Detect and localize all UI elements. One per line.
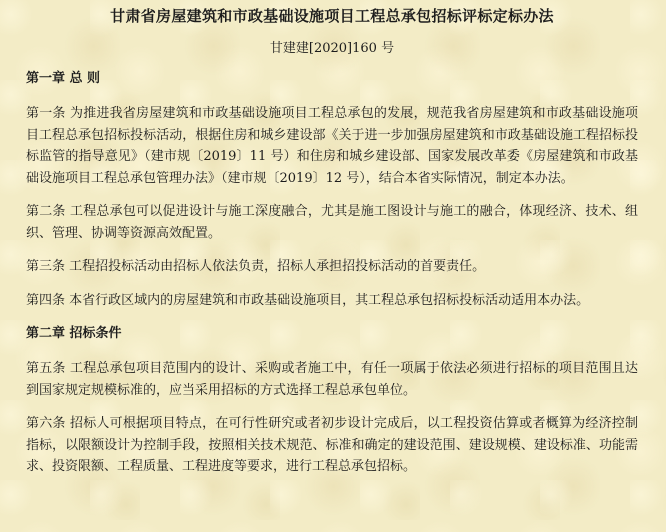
chapter-2-heading: 第二章 招标条件	[26, 326, 122, 341]
document-number: 甘建建[2020]160 号	[269, 41, 395, 56]
document-title: 甘肃省房屋建筑和市政基础设施项目工程总承包招标评标定标办法	[110, 7, 554, 25]
article-6: 第六条 招标人可根据项目特点，在可行性研究或者初步设计完成后，以工程投资估算或者概算为经济控制指标，以限额设计为控制手段，按照相关技术规范、标准和确定的建设范围、建设规模、建设标准、功能需求、投资限额、工程质量、工程进度等要求，进行工程总承包招标。	[26, 416, 638, 474]
article-2: 第二条 工程总承包可以促进设计与施工深度融合，尤其是施工图设计与施工的融合，体现经济、技术、组织、管理、协调等资源高效配置。	[26, 204, 638, 241]
article-1: 第一条 为推进我省房屋建筑和市政基础设施项目工程总承包的发展，规范我省房屋建筑和市政基础设施项目工程总承包招标投标活动，根据住房和城乡建设部《关于进一步加强房屋建筑和市政基础设施工程招标投标监管的指导意见》（建市规〔2019〕11 号）和住房和城乡建设部、国家发展改革委《房屋建筑和市政基础设施项目工程总承包管理办法》（建市规〔2019〕12 号），结合本省实际情况，制定本办法。	[26, 106, 638, 186]
article-4: 第四条 本省行政区域内的房屋建筑和市政基础设施项目，其工程总承包招标投标活动适用本办法。	[26, 292, 590, 308]
chapter-1-heading: 第一章 总 则	[26, 71, 101, 86]
article-3: 第三条 工程招投标活动由招标人依法负责，招标人承担招投标活动的首要责任。	[26, 259, 486, 274]
article-5: 第五条 工程总承包项目范围内的设计、采购或者施工中，有任一项属于依法必须进行招标的项目范围且达到国家规定规模标准的，应当采用招标的方式选择工程总承包单位。	[26, 361, 638, 398]
